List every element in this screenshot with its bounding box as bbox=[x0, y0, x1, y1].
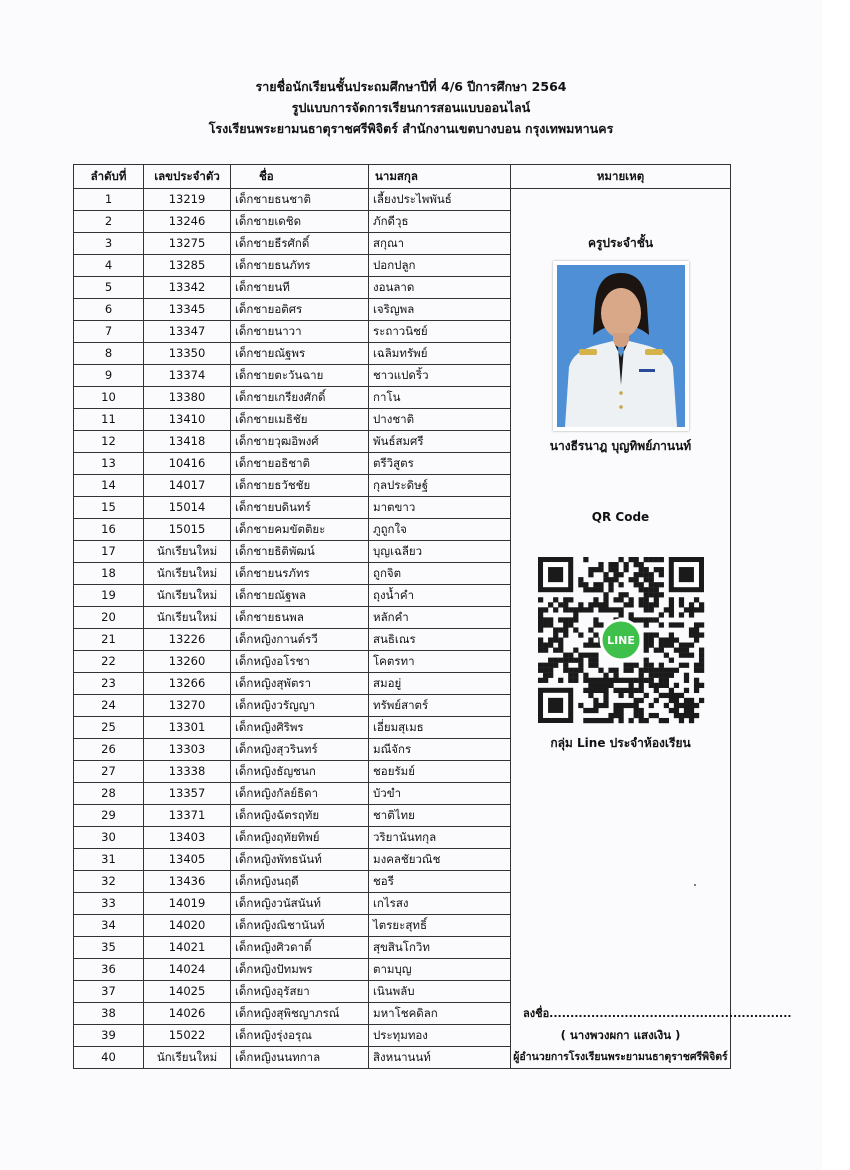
student-no: 17 bbox=[74, 541, 144, 563]
student-last-name: บุญเฉลียว bbox=[369, 541, 511, 563]
student-id: 13301 bbox=[144, 717, 231, 739]
qr-code-label: QR Code bbox=[591, 510, 650, 524]
student-id: 13371 bbox=[144, 805, 231, 827]
student-id: 13246 bbox=[144, 211, 231, 233]
student-no: 8 bbox=[74, 343, 144, 365]
student-no: 28 bbox=[74, 783, 144, 805]
table-header-row bbox=[74, 165, 731, 189]
student-last-name: ไตรยะสุทธิ์ bbox=[369, 915, 511, 937]
student-id: 13342 bbox=[144, 277, 231, 299]
student-first-name: เด็กชายนาวา bbox=[231, 321, 369, 343]
student-first-name: เด็กชายณัฐพล bbox=[231, 585, 369, 607]
student-first-name: เด็กหญิงฉัตรฤทัย bbox=[231, 805, 369, 827]
student-id: 14017 bbox=[144, 475, 231, 497]
document-header bbox=[0, 76, 822, 139]
student-first-name: เด็กชายธนภัทร bbox=[231, 255, 369, 277]
student-last-name: เนินพลับ bbox=[369, 981, 511, 1003]
table-body bbox=[74, 189, 792, 1069]
student-first-name: เด็กชายณัฐพร bbox=[231, 343, 369, 365]
student-id: 14021 bbox=[144, 937, 231, 959]
student-first-name: เด็กชายตะวันฉาย bbox=[231, 365, 369, 387]
student-first-name: เด็กชายอติศร bbox=[231, 299, 369, 321]
student-id: 13345 bbox=[144, 299, 231, 321]
student-last-name: มงคลชัยวณิช bbox=[369, 849, 511, 871]
student-last-name: ปอกปลูก bbox=[369, 255, 511, 277]
col-header-remarks: หมายเหตุ bbox=[511, 165, 731, 189]
student-no: 33 bbox=[74, 893, 144, 915]
student-no: 5 bbox=[74, 277, 144, 299]
student-first-name: เด็กชายธนชาติ bbox=[231, 189, 369, 211]
student-first-name: เด็กชายวุฒอิพงศ์ bbox=[231, 431, 369, 453]
student-no: 24 bbox=[74, 695, 144, 717]
student-no: 13 bbox=[74, 453, 144, 475]
student-no: 26 bbox=[74, 739, 144, 761]
student-no: 30 bbox=[74, 827, 144, 849]
student-first-name: เด็กหญิงปัทมพร bbox=[231, 959, 369, 981]
student-id: 14025 bbox=[144, 981, 231, 1003]
student-id: 15022 bbox=[144, 1025, 231, 1047]
student-last-name: ชาวแปดริ้ว bbox=[369, 365, 511, 387]
student-last-name: สุขสินโกวิท bbox=[369, 937, 511, 959]
student-id: นักเรียนใหม่ bbox=[144, 585, 231, 607]
student-last-name: กุลประดิษฐ์ bbox=[369, 475, 511, 497]
student-last-name: สนธิเณร bbox=[369, 629, 511, 651]
student-first-name: เด็กหญิงนฤดี bbox=[231, 871, 369, 893]
student-id: 13436 bbox=[144, 871, 231, 893]
student-last-name: เกไรสง bbox=[369, 893, 511, 915]
student-first-name: เด็กชายธนพล bbox=[231, 607, 369, 629]
student-id: 14019 bbox=[144, 893, 231, 915]
student-no: 37 bbox=[74, 981, 144, 1003]
student-id: 13418 bbox=[144, 431, 231, 453]
student-no: 11 bbox=[74, 409, 144, 431]
student-first-name: เด็กหญิงณิชานันท์ bbox=[231, 915, 369, 937]
table-row bbox=[74, 189, 731, 211]
student-last-name: หลักคำ bbox=[369, 607, 511, 629]
student-no: 36 bbox=[74, 959, 144, 981]
line-logo-text: LINE bbox=[607, 634, 635, 647]
homeroom-teacher-label: ครูประจำชั้น bbox=[587, 236, 654, 250]
teacher-photo bbox=[553, 261, 689, 431]
line-group-label: กลุ่ม Line ประจำห้องเรียน bbox=[550, 736, 691, 750]
student-id: 13219 bbox=[144, 189, 231, 211]
col-header-first-name: ชื่อ bbox=[231, 165, 369, 189]
student-id: 13410 bbox=[144, 409, 231, 431]
qr-code-icon bbox=[538, 557, 704, 723]
student-id: 14024 bbox=[144, 959, 231, 981]
student-first-name: เด็กชายธิติพัฒน์ bbox=[231, 541, 369, 563]
student-no: 32 bbox=[74, 871, 144, 893]
student-first-name: เด็กหญิงนนทกาล bbox=[231, 1047, 369, 1069]
student-last-name: ชอยรัมย์ bbox=[369, 761, 511, 783]
student-id: 13350 bbox=[144, 343, 231, 365]
student-last-name: สกุณา bbox=[369, 233, 511, 255]
student-no: 18 bbox=[74, 563, 144, 585]
student-last-name: มาตขาว bbox=[369, 497, 511, 519]
student-last-name: ชอรี bbox=[369, 871, 511, 893]
student-no: 7 bbox=[74, 321, 144, 343]
student-no: 25 bbox=[74, 717, 144, 739]
student-last-name: โคตรทา bbox=[369, 651, 511, 673]
student-no: 16 bbox=[74, 519, 144, 541]
student-no: 2 bbox=[74, 211, 144, 233]
student-id: 15015 bbox=[144, 519, 231, 541]
title-line-1: รายชื่อนักเรียนชั้นประถมศึกษาปีที่ 4/6 ปีการศึกษา 2564 bbox=[255, 79, 567, 94]
student-last-name: วริยานันทกุล bbox=[369, 827, 511, 849]
student-first-name: เด็กชายอธิชาติ bbox=[231, 453, 369, 475]
student-id: นักเรียนใหม่ bbox=[144, 563, 231, 585]
remarks-cell bbox=[511, 189, 792, 1069]
student-first-name: เด็กหญิงวนัสนันท์ bbox=[231, 893, 369, 915]
col-header-no: ลำดับที่ bbox=[74, 165, 144, 189]
student-last-name: ปางชาติ bbox=[369, 409, 511, 431]
line-qr-code[interactable] bbox=[538, 557, 704, 723]
student-no: 9 bbox=[74, 365, 144, 387]
student-no: 1 bbox=[74, 189, 144, 211]
student-id: 13338 bbox=[144, 761, 231, 783]
student-first-name: เด็กหญิงอโรชา bbox=[231, 651, 369, 673]
student-id: 13405 bbox=[144, 849, 231, 871]
student-last-name: ระถาวนิชย์ bbox=[369, 321, 511, 343]
student-no: 12 bbox=[74, 431, 144, 453]
title-line-2: รูปแบบการจัดการเรียนการสอนแบบออนไลน์ bbox=[291, 100, 531, 115]
signature-line: ลงชื่อ.......................................................... bbox=[523, 1007, 792, 1020]
student-first-name: เด็กชายคมขัตติยะ bbox=[231, 519, 369, 541]
student-last-name: มหาโชคดิลก bbox=[369, 1003, 511, 1025]
student-first-name: เด็กหญิงวรัญญา bbox=[231, 695, 369, 717]
student-last-name: กาโน bbox=[369, 387, 511, 409]
student-no: 23 bbox=[74, 673, 144, 695]
student-no: 29 bbox=[74, 805, 144, 827]
student-last-name: ตรีวิสูตร bbox=[369, 453, 511, 475]
student-last-name: พันธ์สมศรี bbox=[369, 431, 511, 453]
student-id: 13303 bbox=[144, 739, 231, 761]
student-first-name: เด็กชายธวัชชัย bbox=[231, 475, 369, 497]
student-last-name: ชาติไทย bbox=[369, 805, 511, 827]
student-id: นักเรียนใหม่ bbox=[144, 541, 231, 563]
student-id: นักเรียนใหม่ bbox=[144, 607, 231, 629]
student-no: 3 bbox=[74, 233, 144, 255]
student-id: 13270 bbox=[144, 695, 231, 717]
student-first-name: เด็กหญิงสุวรินทร์ bbox=[231, 739, 369, 761]
student-first-name: เด็กหญิงสุพิชญาภรณ์ bbox=[231, 1003, 369, 1025]
student-id: 13403 bbox=[144, 827, 231, 849]
student-id: 13285 bbox=[144, 255, 231, 277]
student-no: 14 bbox=[74, 475, 144, 497]
scan-speck bbox=[694, 884, 696, 886]
student-id: 10416 bbox=[144, 453, 231, 475]
student-last-name: งอนลาด bbox=[369, 277, 511, 299]
student-id: 13374 bbox=[144, 365, 231, 387]
student-first-name: เด็กหญิงพัทธนันท์ bbox=[231, 849, 369, 871]
student-last-name: ทรัพย์สาตร์ bbox=[369, 695, 511, 717]
student-last-name: บัวขำ bbox=[369, 783, 511, 805]
student-first-name: เด็กหญิงศิวดาติ์ bbox=[231, 937, 369, 959]
student-last-name: เจริญพล bbox=[369, 299, 511, 321]
student-no: 21 bbox=[74, 629, 144, 651]
title-line-3: โรงเรียนพระยามนธาตุราชศรีพิจิตร์ สำนักงานเขตบางบอน กรุงเทพมหานคร bbox=[208, 121, 614, 136]
student-id: 13347 bbox=[144, 321, 231, 343]
student-first-name: เด็กหญิงรุ่งอรุณ bbox=[231, 1025, 369, 1047]
student-first-name: เด็กชายธีรศักดิ์ bbox=[231, 233, 369, 255]
student-first-name: เด็กหญิงกัลย์ธิดา bbox=[231, 783, 369, 805]
student-id: 13260 bbox=[144, 651, 231, 673]
student-id: 13226 bbox=[144, 629, 231, 651]
student-id: นักเรียนใหม่ bbox=[144, 1047, 231, 1069]
student-last-name: เฉลิมทรัพย์ bbox=[369, 343, 511, 365]
student-last-name: ภูถูกใจ bbox=[369, 519, 511, 541]
student-no: 40 bbox=[74, 1047, 144, 1069]
student-id: 15014 bbox=[144, 497, 231, 519]
student-last-name: ประทุมทอง bbox=[369, 1025, 511, 1047]
student-first-name: เด็กหญิงธัญชนก bbox=[231, 761, 369, 783]
student-id: 14020 bbox=[144, 915, 231, 937]
col-header-last-name: นามสกุล bbox=[369, 165, 511, 189]
student-no: 20 bbox=[74, 607, 144, 629]
student-last-name: เลี้ยงประไพพันธ์ bbox=[369, 189, 511, 211]
student-first-name: เด็กชายเดชิด bbox=[231, 211, 369, 233]
student-first-name: เด็กชายเกรียงศักดิ์ bbox=[231, 387, 369, 409]
student-no: 10 bbox=[74, 387, 144, 409]
student-id: 14026 bbox=[144, 1003, 231, 1025]
student-id: 13380 bbox=[144, 387, 231, 409]
teacher-portrait-image bbox=[557, 265, 685, 427]
signer-name: ( นางพวงผกา แสงเงิน ) bbox=[560, 1028, 681, 1042]
student-no: 39 bbox=[74, 1025, 144, 1047]
student-no: 19 bbox=[74, 585, 144, 607]
student-last-name: สมอยู่ bbox=[369, 673, 511, 695]
student-last-name: สิงหนานนท์ bbox=[369, 1047, 511, 1069]
student-first-name: เด็กชายนที bbox=[231, 277, 369, 299]
student-no: 31 bbox=[74, 849, 144, 871]
student-no: 38 bbox=[74, 1003, 144, 1025]
student-last-name: ตามบุญ bbox=[369, 959, 511, 981]
student-first-name: เด็กหญิงศิริพร bbox=[231, 717, 369, 739]
signer-title: ผู้อำนวยการโรงเรียนพระยามนธาตุราชศรีพิจิตร์ bbox=[513, 1051, 728, 1063]
student-last-name: มณีจักร bbox=[369, 739, 511, 761]
student-last-name: ถูกจิต bbox=[369, 563, 511, 585]
student-first-name: เด็กชายนรภัทร bbox=[231, 563, 369, 585]
student-id: 13357 bbox=[144, 783, 231, 805]
student-first-name: เด็กหญิงอุรัสยา bbox=[231, 981, 369, 1003]
student-no: 35 bbox=[74, 937, 144, 959]
student-last-name: เอี่ยมสุเมธ bbox=[369, 717, 511, 739]
student-last-name: ถุงน้ำคำ bbox=[369, 585, 511, 607]
student-id: 13266 bbox=[144, 673, 231, 695]
student-no: 27 bbox=[74, 761, 144, 783]
student-no: 22 bbox=[74, 651, 144, 673]
student-no: 4 bbox=[74, 255, 144, 277]
student-no: 34 bbox=[74, 915, 144, 937]
student-no: 6 bbox=[74, 299, 144, 321]
homeroom-teacher-name: นางธีรนาฎ บุญทิพย์ภานนท์ bbox=[549, 439, 692, 453]
student-first-name: เด็กหญิงกานต์รวี bbox=[231, 629, 369, 651]
student-id: 13275 bbox=[144, 233, 231, 255]
student-first-name: เด็กชายบดินทร์ bbox=[231, 497, 369, 519]
student-last-name: ภักดีวุธ bbox=[369, 211, 511, 233]
student-roster-table bbox=[73, 164, 792, 1069]
student-first-name: เด็กชายเมธิชัย bbox=[231, 409, 369, 431]
col-header-id: เลขประจำตัว bbox=[144, 165, 231, 189]
remarks-panel bbox=[511, 189, 792, 1068]
student-first-name: เด็กหญิงฤทัยทิพย์ bbox=[231, 827, 369, 849]
student-first-name: เด็กหญิงสุพัตรา bbox=[231, 673, 369, 695]
student-no: 15 bbox=[74, 497, 144, 519]
